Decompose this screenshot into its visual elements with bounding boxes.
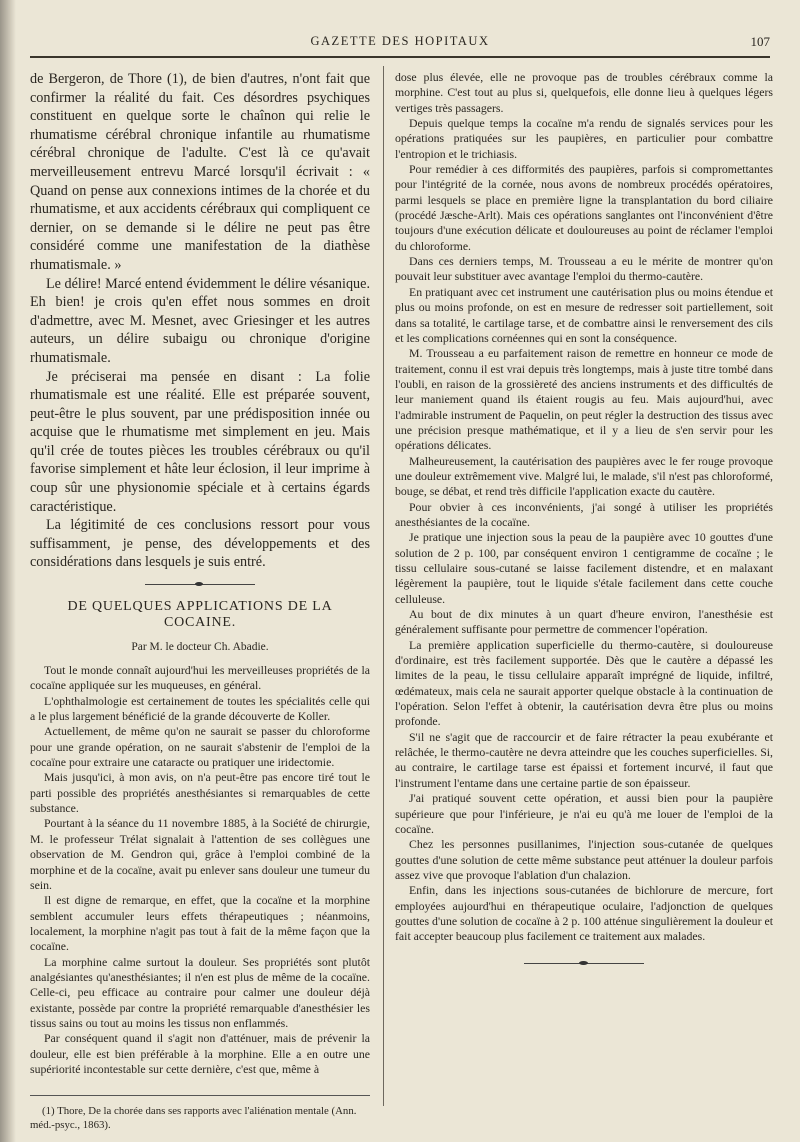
paragraph: Actuellement, de même qu'on ne saurait se passer du chloroforme pour une grande opération, on ne saurait s'abstenir de l'emploi de la cocaïne pour extraire une cataracte ou pratiquer une iridectomie. [30, 724, 370, 770]
running-head: GAZETTE DES HOPITAUX [310, 34, 490, 48]
paragraph: dose plus élevée, elle ne provoque pas de troubles cérébraux comme la morphine. C'est tout au plus si, quelquefois, elle donne lieu à quelques légers vertiges très passagers. [395, 70, 773, 115]
paragraph: Pour remédier à ces difformités des paupières, parfois si compromettantes pour l'intégrité de la cornée, nous avons de nombreux procédés opératoires, parmi lesquels se place en première ligne la transplantation du bord ciliaire (procédé Jæsche-Arlt). Mais ces opérations sanglantes ont l'inconvénient d'être toujours d'une exécution délicate et douloureuses au point de réclamer l'emploi du chloroforme. [395, 162, 773, 253]
header-rule [30, 56, 770, 58]
paragraph: de Bergeron, de Thore (1), de bien d'autres, n'ont fait que confirmer la réalité du fait. Ces désordres psychiques constituent en quelque sorte le chaînon qui relie le rhumatisme cérébral chronique infantile au rhumatisme cérébral chronique de l'adulte. C'est là ce qu'avait merveilleusement entrevu Marcé lorsqu'il écrivait : « Quand on pense aux connexions intimes de la chorée et du rhumatisme, et aux accidents cérébraux qui compliquent ce dernier, on se demande si le délire ne peut pas être considéré comme une manifestation de la diathèse rhumatismale. » [30, 71, 370, 273]
paragraph: Au bout de dix minutes à un quart d'heure environ, l'anesthésie est généralement suffisante pour permettre de commencer l'opération. [395, 607, 773, 637]
right-column [395, 70, 773, 964]
paragraph: La légitimité de ces conclusions ressort pour vous suffisamment, je pense, des développements et des considérations dans lesquels je suis entré. [30, 517, 370, 571]
article-byline: Par M. le docteur Ch. Abadie. [131, 641, 269, 654]
article-title: DE QUELQUES APPLICATIONS DE LA COCAINE. [67, 599, 333, 631]
page-header [30, 34, 770, 56]
page-binding-shadow [0, 0, 16, 1142]
paragraph: Depuis quelque temps la cocaïne m'a rendu de signalés services pour les opérations pratiquées sur les paupières, en particulier pour combattre l'entropion et le trichiasis. [395, 116, 773, 161]
paragraph: En pratiquant avec cet instrument une cautérisation plus ou moins étendue et plus ou moins profonde, on est en mesure de redresser soit partiellement, soit dans sa totalité, le cartilage tarse, et de combattre ainsi le renversement des cils et les complications cornéennes qui en sont la conséquence. [395, 284, 773, 345]
paragraph: Pourtant à la séance du 11 novembre 1885, à la Société de chirurgie, M. le professeur Trélat signalait à l'attention de ses collègues une observation de M. Gendron qui, grâce à l'emploi combiné de la morphine et de la cocaïne, avait pu enlever sans douleur une tumeur du sein. [30, 816, 370, 892]
paragraph: Mais jusqu'ici, à mon avis, on n'a peut-être pas encore tiré tout le parti possible des propriétés anesthésiantes si remarquables de cette substance. [30, 770, 370, 816]
paragraph: Malheureusement, la cautérisation des paupières avec le fer rouge provoque une douleur extrêmement vive. Malgré lui, le malade, s'il n'est pas chloroformé, bouge, se débat, et rend très difficile l'application exacte du cautère. [395, 453, 773, 499]
paragraph: Je pratique une injection sous la peau de la paupière avec 10 gouttes d'une solution de 2 p. 100, par conséquent environ 1 centigramme de cocaïne ; le tissu cellulaire sous-cutané se laisse facilement distendre, et en malaxant légèrement la paupière, tout le liquide s'étale facilement dans cette couche celluleuse. [395, 530, 773, 606]
paragraph: Je préciserai ma pensée en disant : La folie rhumatismale est une réalité. Elle est préparée souvent, peut-être le plus souvent, par une prédisposition innée ou acquise que le rhumatisme met simplement en jeu. Mais qu'il crée de toutes pièces les troubles cérébraux ou qu'il favorise simplement et hâte leur éclosion, il leur imprime à coup sûr une physionomie spéciale et à certains égards caractéristique. [30, 368, 370, 515]
paragraph: Pour obvier à ces inconvénients, j'ai songé à utiliser les propriétés anesthésiantes de la cocaïne. [395, 499, 773, 529]
paragraph: Enfin, dans les injections sous-cutanées de bichlorure de mercure, fort employées aujourd'hui en thérapeutique oculaire, l'adjonction de quelques gouttes d'une solution de cocaïne à 2 p. 100 atténue singulièrement la douleur et fait accepter beaucoup plus facilement ce traitement aux malades. [395, 883, 773, 944]
paragraph: L'ophthalmologie est certainement de toutes les spécialités celle qui a le plus largement bénéficié de la grande découverte de Koller. [30, 693, 370, 724]
footnote: (1) Thore, De la chorée dans ses rapports avec l'aliénation mentale (Ann. méd.-psyc., 1863). [30, 1105, 357, 1132]
left-column [30, 70, 370, 1132]
paragraph: Dans ces derniers temps, M. Trousseau a eu le mérite de montrer qu'on pouvait leur substituer avec avantage l'emploi du thermo-cautère. [395, 254, 773, 284]
paragraph: Par conséquent quand il s'agit non d'atténuer, mais de prévenir la douleur, elle est bien préférable à la morphine. Elle a en outre une supériorité incontestable sur cette dernière, c'est que, même à [30, 1031, 370, 1076]
column-divider [383, 66, 384, 1106]
paragraph: La morphine calme surtout la douleur. Ses propriétés sont plutôt analgésiantes qu'anesthésiantes; il n'en est plus de même de la cocaïne. Celle-ci, peu efficace au contraire pour calmer une douleur déjà existante, possède par contre la propriété remarquable d'anesthésier les tissus sains ou tout au moins les tissus non enflammés. [30, 954, 370, 1030]
paragraph: Le délire! Marcé entend évidemment le délire vésanique. Eh bien! je crois qu'en effet nous sommes en droit d'admettre, avec M. Mesnet, avec Griesinger et les autres auteurs, un délire subaigu ou chronique d'origine rhumatismale. [30, 275, 370, 366]
end-separator [524, 963, 644, 964]
page-number: 107 [750, 34, 770, 49]
paragraph: Il est digne de remarque, en effet, que la cocaïne et la morphine semblent accumuler leurs effets thérapeutiques ; néanmoins, localement, la morphine n'agit pas tout à fait de la même façon que la cocaïne. [30, 893, 370, 954]
footnote-rule [30, 1095, 370, 1096]
paragraph: La première application superficielle du thermo-cautère, si douloureuse d'ordinaire, est très facilement supportée. Dès que le cautère a dépassé les limites de la peau, le tissu cellulaire apparaît imprégné de liquide, infiltré, œdémateux, mais cela ne saurait apporter quelque obstacle à la continuation de l'opération. Selon l'effet à obtenir, la cautérisation devra être plus ou moins profonde. [395, 637, 773, 729]
paragraph: J'ai pratiqué souvent cette opération, et aussi bien pour la paupière supérieure que pour l'inférieure, je n'ai eu qu'à me louer de l'emploi de la cocaïne. [395, 791, 773, 836]
section-separator [145, 584, 255, 585]
paragraph: Tout le monde connaît aujourd'hui les merveilleuses propriétés de la cocaïne appliquée sur les muqueuses, en général. [30, 663, 370, 693]
paragraph: Chez les personnes pusillanimes, l'injection sous-cutanée de quelques gouttes d'une solution de cette même substance peut atténuer la douleur parfois assez vive que provoque l'ablation d'un chalazion. [395, 837, 773, 882]
paragraph: S'il ne s'agit que de raccourcir et de faire rétracter la peau exubérante et relâchée, le thermo-cautère ne devra atteindre que les couches superficielles. Si, au contraire, le cartilage tarse est épaissi et fortement incurvé, il faut que l'instrument l'entame dans une certaine partie de son épaisseur. [395, 729, 773, 790]
paragraph: M. Trousseau a eu parfaitement raison de remettre en honneur ce mode de traitement, connu il est vrai depuis très longtemps, mais à juste titre tombé dans l'oubli, en raison de la grossièreté des anciens instruments et des difficultés de leur maniement quand ils étaient rougis au feu. Mais aujourd'hui, avec l'admirable instrument de Paquelin, on peut régler la destruction des tissus avec une précision presque mathématique, et il y a lieu de s'en servir pour les opérations délicates. [395, 346, 773, 453]
